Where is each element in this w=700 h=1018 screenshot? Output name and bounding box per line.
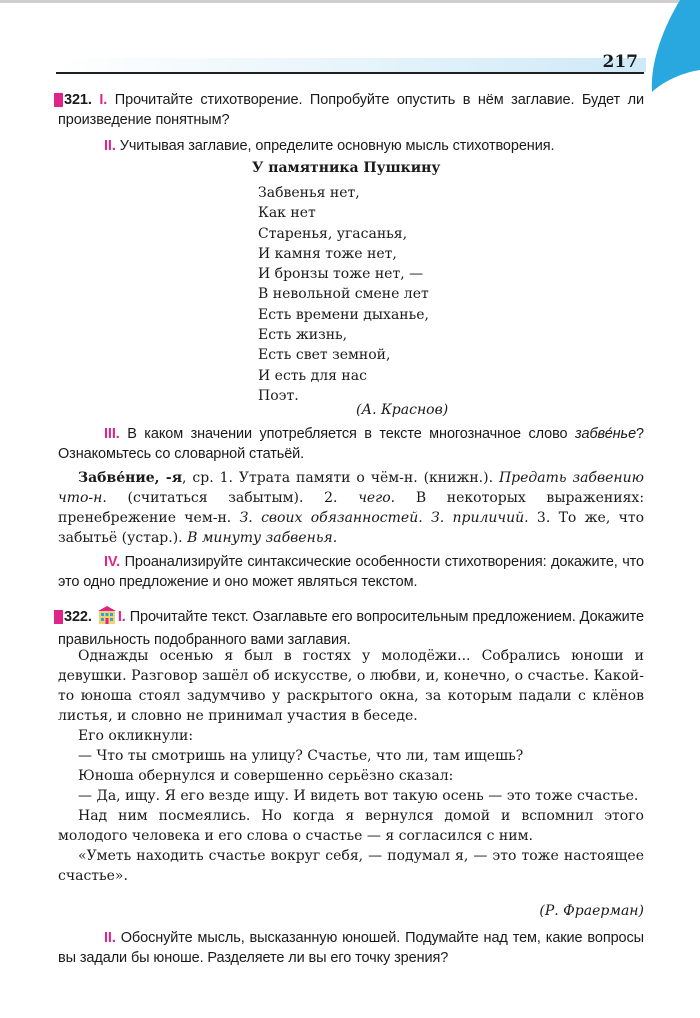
ex321-task3-text-b: ? Ознакомьтесь со словарной статьёй.: [58, 426, 644, 462]
dict-example: В минуту забвенья.: [187, 530, 338, 546]
building-icon: [98, 606, 116, 630]
poem-line: Как нет: [258, 205, 316, 222]
poem-line: И есть для нас: [258, 367, 367, 384]
ex322-task2: [58, 928, 644, 968]
ex321-task2: [104, 136, 644, 156]
top-edge-shadow: [0, 0, 700, 3]
story-paragraph: «Уметь находить счастье вокруг себя, — подумал я, — это тоже настоящее счастье».: [58, 848, 644, 884]
story-paragraph: Однажды осенью я был в гостях у молодёжи... Собрались юноши и девушки. Разговор зашёл об искусстве, о любви, и, конечно, о счастье. Какой-то юноша стоял задумчиво у раскрытого окна, за которым падали с клёнов листья, и словно не принимал участия в беседе.: [58, 648, 644, 724]
poem: [258, 183, 429, 406]
dict-text: В некоторых выражениях: пренебрежение чем-н.: [58, 490, 645, 526]
dict-text: , ср. 1. Утрата памяти о чём-н. (книжн.).: [182, 470, 494, 486]
story-paragraph: Юноша обернулся и совершенно серьёзно сказал:: [78, 768, 454, 784]
dict-example: З. своих обязанностей. З. приличий.: [239, 510, 529, 526]
story-paragraph: Его окликнули:: [78, 728, 194, 744]
ex322-task2-text: Обоснуйте мысль, высказанную юношей. Подумайте над тем, какие вопросы вы задали бы юноше. Разделяете ли вы его точку зрения?: [58, 930, 644, 966]
story-paragraph: — Да, ищу. Я его везде ищу. И видеть вот такую осень — это тоже счастье.: [78, 788, 639, 804]
story-paragraph: Над ним посмеялись. Но когда я вернулся домой и вспомнил этого молодого человека и его слова о счастье — я согласился с ним.: [58, 808, 644, 844]
story-paragraph: — Что ты смотришь на улицу? Счастье, что ли, там ищешь?: [78, 748, 524, 764]
poem-line: Старенья, угасанья,: [258, 225, 408, 242]
poem-line: Поэт.: [258, 387, 299, 404]
dict-text: 3. То же, что забытьё (устар.).: [58, 510, 645, 546]
dict-example: Предать забвению что-н.: [58, 470, 644, 506]
dict-headword: Забве́ние, -я: [78, 470, 183, 486]
story-author: (Р. Фраерман): [539, 903, 644, 919]
ex321-task3-text-a: В каком значении употребляется в тексте многозначное слово: [127, 426, 568, 442]
poem-line: И бронзы тоже нет, —: [258, 266, 424, 283]
page-number: 217: [602, 52, 638, 72]
header-rule: [56, 72, 644, 74]
dict-text: (считаться забытым). 2.: [127, 490, 338, 506]
poem-line: Есть времени дыханье,: [258, 306, 429, 323]
ex321-task3-word: забве́нье: [575, 426, 637, 442]
ex321-task3: [58, 424, 644, 464]
ex321-task2-text: Учитывая заглавие, определите основную мысль стихотворения.: [119, 138, 555, 154]
ex321-task1: [58, 90, 644, 130]
ex321-number: 321.: [58, 90, 92, 110]
poem-line: Есть жизнь,: [258, 327, 348, 344]
ex322-task1: [58, 606, 644, 650]
poem-line: Забвенья нет,: [258, 185, 360, 201]
poem-line: И камня тоже нет,: [258, 245, 397, 262]
ex321-task2-label: II.: [104, 138, 116, 154]
ex321-task1-label: I.: [99, 92, 108, 108]
dictionary-entry: [58, 468, 644, 548]
story-text: [58, 646, 644, 886]
poem-line: В невольной смене лет: [258, 286, 429, 303]
poem-author: (А. Краснов): [356, 402, 449, 418]
ex321-task4: [58, 552, 644, 592]
ex322-number: 322.: [58, 607, 92, 627]
ex321-task1-text: Прочитайте стихотворение. Попробуйте опустить в нём заглавие. Будет ли произведение понятным?: [58, 92, 644, 128]
ex321-task4-label: IV.: [104, 554, 121, 570]
ex322-task1-label: I.: [117, 609, 126, 625]
ex322-task1-text: Прочитайте текст. Озаглавьте его вопросительным предложением. Докажите правильность подобранного вами заглавия.: [58, 609, 644, 648]
ex321-task3-label: III.: [104, 426, 120, 442]
ex322-task2-label: II.: [104, 930, 116, 946]
header-band: [56, 58, 646, 72]
poem-title: У памятника Пушкину: [252, 160, 441, 176]
dict-example: чего.: [358, 490, 396, 506]
poem-line: Есть свет земной,: [258, 347, 391, 364]
ex321-task4-text: Проанализируйте синтаксические особенности стихотворения: докажите, что это одно предложение и оно может являться текстом.: [58, 554, 644, 590]
